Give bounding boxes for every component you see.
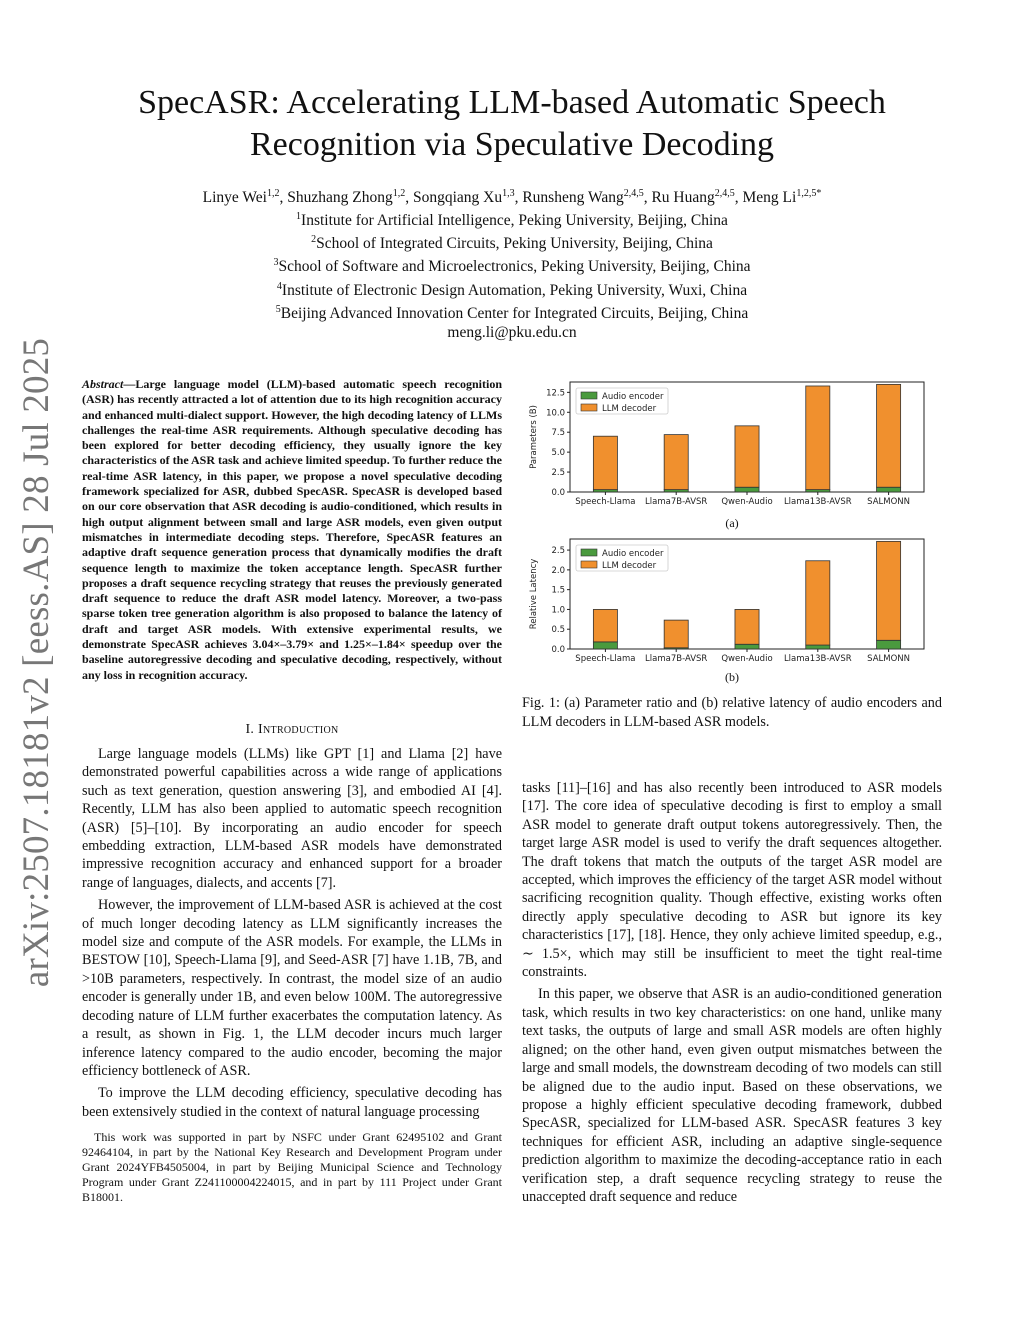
affiliation-text: Institute of Electronic Design Automation, Peking University, Wuxi, China — [281, 281, 748, 299]
bar-llm-decoder — [877, 541, 901, 640]
affiliation-sup: 4 — [276, 280, 282, 292]
section-heading — [82, 722, 502, 738]
legend-label-encoder: Audio encoder — [602, 392, 664, 402]
bar-llm-decoder — [806, 386, 830, 490]
bar-llm-decoder — [877, 384, 901, 487]
author-name: Linye Wei — [202, 189, 267, 207]
affiliation-text: School of Software and Microelectronics, Peking University, Beijing, China — [278, 258, 751, 276]
y-tick-label: 0.5 — [551, 625, 565, 636]
bar-audio-encoder — [735, 644, 759, 649]
chart-latency — [522, 535, 952, 670]
y-tick-label: 10.0 — [546, 408, 565, 419]
bar-audio-encoder — [806, 645, 830, 649]
y-tick-label: 1.0 — [551, 605, 565, 616]
author-sup: 2,4,5 — [623, 188, 644, 199]
bar-llm-decoder — [735, 426, 759, 487]
legend-label-encoder: Audio encoder — [602, 549, 664, 559]
affiliation-sup: 3 — [273, 257, 279, 269]
paragraph: In this paper, we observe that ASR is an audio-conditioned generation task, which results in two key characteristics: on one hand, unlike many text tasks, the outputs of large and small ASR models are often highly aligned; on the other hand, even given output mismatches between the large and small models, the downstream decoding of two models can still be aligned due to the audio input. Based on these observations, we propose a highly efficient speculative decoding framework, dubbed SpecASR, specialized for LLM-based ASR. SpecASR features 3 key techniques for efficient ASR, including an adaptive single-sequence prediction algorithm to maximize the decoding-acceptance ratio in each verification step, a draft sequence recycling strategy to reuse the unaccepted draft sequence and reduce — [522, 986, 942, 1205]
abstract-label: Abstract — [82, 377, 124, 391]
affiliation — [80, 300, 944, 323]
bar-llm-decoder — [664, 620, 688, 648]
y-tick-label: 2.5 — [551, 546, 565, 557]
y-tick-label: 2.5 — [551, 468, 565, 479]
legend-swatch-decoder — [581, 404, 597, 411]
y-tick-label: 7.5 — [551, 428, 565, 439]
chart-b-svg — [522, 535, 952, 670]
bar-llm-decoder — [664, 435, 688, 490]
author-sup: 2,4,5 — [714, 188, 735, 199]
bar-audio-encoder — [877, 487, 901, 492]
y-tick-label: 1.5 — [551, 585, 565, 596]
paragraph: To improve the LLM decoding efficiency, speculative decoding has been extensively studied in the context of natural language processing — [82, 1085, 502, 1120]
y-tick-label: 12.5 — [546, 388, 565, 399]
paper-title — [90, 82, 934, 166]
chart-a-svg — [522, 378, 952, 513]
x-tick-label: Qwen-Audio — [721, 497, 773, 507]
y-tick-label: 5.0 — [551, 448, 565, 459]
author-name: Ru Huang — [651, 189, 715, 207]
x-tick-label: Llama7B-AVSR — [645, 654, 708, 664]
email: meng.li@pku.edu.cn — [447, 323, 577, 341]
bar-llm-decoder — [593, 436, 617, 489]
title-line-2: Recognition via Speculative Decoding — [249, 126, 775, 163]
bar-audio-encoder — [593, 642, 617, 649]
affiliation-text: Beijing Advanced Innovation Center for Integrated Circuits, Beijing, China — [280, 304, 749, 322]
x-tick-label: Llama13B-AVSR — [783, 497, 852, 507]
abstract — [82, 377, 502, 683]
affiliation-sup: 5 — [275, 303, 281, 315]
intro-left-column — [82, 745, 502, 1125]
author-sup: 1,3 — [502, 188, 515, 199]
arxiv-identifier — [14, 337, 60, 987]
x-tick-label: Llama13B-AVSR — [783, 654, 852, 664]
chart-parameters — [522, 378, 952, 513]
affiliation-sup: 1 — [296, 211, 302, 223]
affiliation-text: Institute for Artificial Intelligence, Peking University, Beijing, China — [301, 212, 728, 230]
section-title: Introduction — [258, 722, 339, 737]
legend-swatch-decoder — [581, 561, 597, 568]
affiliation — [80, 230, 944, 253]
author-sup: 1,2,5* — [796, 188, 822, 199]
y-tick-label: 0.0 — [551, 488, 565, 498]
bar-audio-encoder — [735, 487, 759, 492]
author-sup: 1,2 — [266, 188, 280, 199]
intro-right-column — [522, 779, 942, 1210]
legend-swatch-encoder — [581, 392, 597, 399]
author-name: Meng Li — [742, 189, 797, 207]
legend-swatch-encoder — [581, 549, 597, 556]
title-line-1: SpecASR: Accelerating LLM-based Automatic Speech — [138, 84, 886, 121]
y-tick-label: 0.0 — [551, 645, 565, 655]
affiliation — [80, 207, 944, 230]
author-list: Linye Wei$^{1,2}$, Shuzhang Zhong$^{1,2}$, Songqiang Xu$^{1,3}$, Runsheng Wang$^{2,4,5}$, Ru Huang$^{2,4,5}$, Meng $Li^{1,2,5*}$ — [202, 188, 822, 207]
x-tick-label: Speech-Llama — [575, 654, 636, 664]
author-sup: 1,2 — [392, 188, 406, 199]
x-tick-label: Llama7B-AVSR — [645, 497, 708, 507]
author-block — [80, 184, 944, 342]
bar-llm-decoder — [593, 609, 617, 641]
legend-label-decoder: LLM decoder — [602, 561, 657, 571]
bar-llm-decoder — [806, 561, 830, 645]
y-axis-label: Relative Latency — [529, 558, 539, 630]
bar-audio-encoder — [877, 640, 901, 649]
affiliation — [80, 253, 944, 276]
paragraph: tasks [11]–[16] and has also recently been introduced to ASR models [17]. The core idea of speculative decoding is first to employ a small ASR model to generate draft output tokens autoregressively. Then, the target large ASR model is used to verify the draft sequences altogether. The draft tokens that match the outputs of the target ASR model are accepted, which improves the efficiency of the target ASR model without sacrificing recognition quality. Though effective, existing works often directly apply speculative decoding to ASR but ignore its key characteristics [17], [18]. Hence, they only achieve limited speedup, e.g., ∼ 1.5×, which may still be insufficient to meet the tight real-time constraints. — [522, 780, 942, 981]
x-tick-label: SALMONN — [867, 654, 911, 664]
section-number: I. — [245, 722, 255, 737]
subfig-label-b: (b) — [725, 670, 739, 684]
x-tick-label: Qwen-Audio — [721, 654, 773, 664]
affiliation-text: School of Integrated Circuits, Peking University, Beijing, China — [316, 235, 713, 253]
bar-llm-decoder — [735, 609, 759, 644]
abstract-text: —Large language model (LLM)-based automatic speech recognition (ASR) has recently attracted a lot of attention due to its high recognition accuracy and enhanced multi-dialect support. However, the high decoding latency of LLMs challenges the real-time ASR requirements. Although speculative decoding has been explored for better decoding efficiency, they usually ignore the key characteristics of the ASR task and achieve limited speedup. To further reduce the real-time ASR latency, in this paper, we propose a novel speculative decoding framework specialized for ASR, dubbed SpecASR. SpecASR is developed based on our core observation that ASR decoding is audio-conditioned, which results in high output alignment between small and large ASR models, even given output mismatches in intermediate decoding steps. Therefore, SpecASR features an adaptive draft sequence generation process that dynamically modifies the draft sequence length to maximize the token acceptance length. SpecASR further proposes a draft sequence recycling strategy that reuses the previously generated draft sequence to reduce the draft ASR model latency. Moreover, a two-pass sparse token tree generation algorithm is also proposed to balance the latency of draft and target ASR models. With extensive experimental results, we demonstrate SpecASR achieves 3.04×–3.79× and 1.25×–1.84× speedup over the baseline autoregressive decoding and speculative decoding, respectively, without any loss in recognition accuracy. — [82, 377, 502, 682]
x-tick-label: SALMONN — [867, 497, 911, 507]
author-name: Songqiang Xu — [412, 189, 503, 207]
arxiv-identifier-text: arXiv:2507.18181v2 [eess.AS] 28 Jul 2025 — [16, 337, 58, 987]
affiliation-sup: 2 — [311, 234, 317, 246]
footnote-text: This work was supported in part by NSFC under Grant 62495102 and Grant 92464104, in part by the National Key Research and Development Program under Grant 2024YFB4505004, in part by Beijing Municipal Science and Technology Program under Grant Z241100004224015, and in part by 111 Project under Grant B18001. — [82, 1130, 502, 1204]
figure-caption: Fig. 1: (a) Parameter ratio and (b) relative latency of audio encoders and LLM decoders in LLM-based ASR models. — [522, 695, 942, 730]
author-name: Runsheng Wang — [522, 189, 624, 207]
x-tick-label: Speech-Llama — [575, 497, 636, 507]
y-axis-label: Parameters (B) — [529, 405, 539, 469]
affiliation — [80, 277, 944, 300]
subfig-label-a: (a) — [725, 516, 739, 530]
y-tick-label: 2.0 — [551, 565, 565, 576]
legend-label-decoder: LLM decoder — [602, 404, 657, 414]
paragraph: Large language models (LLMs) like GPT [1] and Llama [2] have demonstrated powerful capabilities across a wide range of applications such as text generation, question answering [3], and embodied AI [4]. Recently, LLM has also been applied to automatic speech recognition (ASR) [5]–[10]. By incorporating an audio encoder for speech embedding extraction, LLM-based ASR models have demonstrated impressive recognition accuracy and enhanced support for a broader range of languages, dialects, and accents [7]. — [82, 746, 502, 891]
footnote — [82, 1130, 502, 1205]
author-name: Shuzhang Zhong — [287, 189, 393, 207]
paragraph: However, the improvement of LLM-based ASR is achieved at the cost of much longer decoding latency as LLM significantly increases the model size and compute of the ASR models. For example, the LLMs in BESTOW [10], Speech-Llama [9], and Seed-ASR [7] have 1.1B, 7B, and >10B parameters, respectively. In contrast, the model size of an audio encoder is generally under 1B, and even below 100M. The autoregressive decoding nature of LLM further exacerbates the computation latency. As a result, as shown in Fig. 1, the LLM decoder incurs much larger inference latency compared to the audio encoder, becoming the major efficiency bottleneck of ASR. — [82, 897, 502, 1079]
